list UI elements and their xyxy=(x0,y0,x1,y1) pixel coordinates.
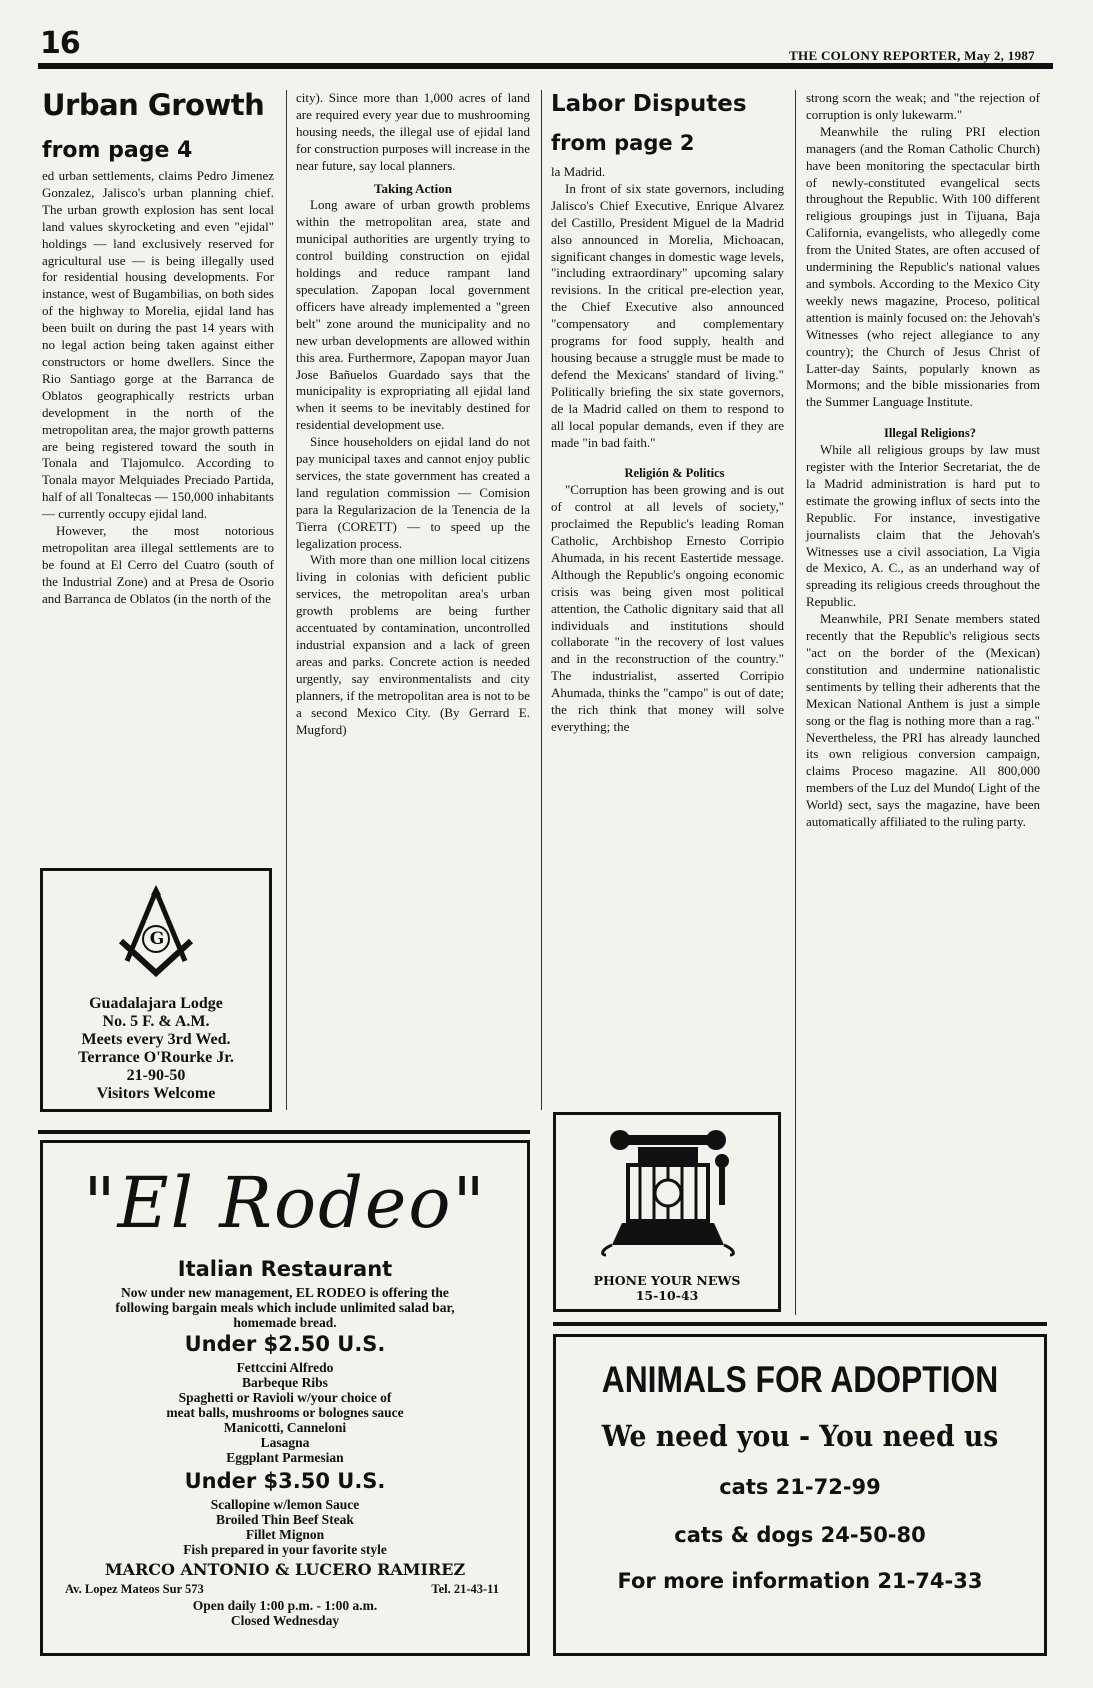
el-rodeo-logo: "El Rodeo" xyxy=(83,1162,487,1244)
masthead: THE COLONY REPORTER, May 2, 1987 xyxy=(789,48,1035,63)
column-rule xyxy=(286,90,287,1110)
rule-above-animals xyxy=(553,1322,1047,1326)
menu-item: Fish prepared in your favorite style xyxy=(183,1542,387,1557)
lodge-ad xyxy=(40,868,272,1112)
menu-item: Lasagna xyxy=(260,1435,310,1450)
urban-growth-jumpline: from page 4 xyxy=(42,138,193,163)
menu-item: Spaghetti or Ravioli w/your choice of xyxy=(178,1390,392,1405)
menu-item: Barbeque Ribs xyxy=(242,1375,328,1390)
lodge-welcome: Visitors Welcome xyxy=(96,1085,216,1102)
menu-item: Fettccini Alfredo xyxy=(236,1360,334,1375)
lodge-emblem-letter: G xyxy=(149,929,165,949)
urban-growth-column-1 xyxy=(42,88,274,608)
el-rodeo-address-row xyxy=(65,1582,499,1598)
lodge-contact: Terrance O'Rourke Jr. xyxy=(78,1049,234,1066)
el-rodeo-subtitle: Italian Restaurant xyxy=(177,1257,393,1281)
menu-item: Manicotti, Canneloni xyxy=(223,1420,347,1435)
phone-news-text xyxy=(556,1273,778,1303)
menu-item: Scallopine w/lemon Sauce xyxy=(210,1497,360,1512)
paragraph: With more than one million local citizens living in colonias with deficient public services, the metropolitan area's urban growth problems are being further accentuated by contamination, uncontrolled industrial expansion and a lack of green areas and parks. Concrete action is needed urgently, say environmentalists and city planners, if the metropolitan area is not to be a second Mexico City. (By Gerrard E. Mugford) xyxy=(296,552,530,737)
animals-cats-phone: cats 21-72-99 xyxy=(719,1475,881,1499)
el-rodeo-price-tier-2: Under $3.50 U.S. xyxy=(184,1469,386,1493)
animals-cats-dogs-phone: cats & dogs 24-50-80 xyxy=(674,1523,926,1547)
menu-item: Eggplant Parmesian xyxy=(226,1450,344,1465)
el-rodeo-closed: Closed Wednesday xyxy=(230,1613,340,1628)
animals-adoption-ad xyxy=(553,1334,1047,1656)
telephone-icon xyxy=(592,1123,742,1258)
column-rule xyxy=(795,90,796,1315)
religion-politics-subhead: Religión & Politics xyxy=(624,466,725,481)
paragraph: Meanwhile, PRI Senate members stated recently that the Republic's religious sects "act on the border of the (Mexican) constitution and undermine nationalistic sentiments by telling their adherents that the Mexican National Anthem is just a simple song or the flag is nothing more than a rag." Nevertheless, the PRI has already launched its own religious conversion campaign, claims Proceso magazine. All 800,000 members of the Luz del Mundo( Light of the World) sect, says the magazine, have been automatically affiliated to the ruling party. xyxy=(806,611,1040,830)
menu-item: Fillet Mignon xyxy=(245,1527,325,1542)
urban-growth-headline: Urban Growth xyxy=(42,88,265,122)
paragraph: However, the most notorious metropolitan area illegal settlements are to be found at El Cerro del Cuatro (south of the Industrial Zone) and at Presa de Osorio and Barranca de Oblatos (in the north of the xyxy=(42,523,274,606)
phone-news-ad xyxy=(553,1112,781,1312)
illegal-religions-subhead: Illegal Religions? xyxy=(883,426,977,441)
el-rodeo-ad xyxy=(40,1140,530,1656)
el-rodeo-menu-2 xyxy=(43,1497,527,1557)
el-rodeo-menu-1 xyxy=(43,1360,527,1465)
phone-news-number: 15-10-43 xyxy=(635,1288,699,1303)
paragraph: In front of six state governors, including Jalisco's Chief Executive, Enrique Alvarez del Castillo, President Miguel de la Madrid also announced in Morelia, Michoacan, significant changes in domestic wage levels, "including extraordinary" upcoming salary revisions. In the critical pre-election year, the Chief Executive also announced "compensatory and complementary programs for food supply, health and housing because a struggle must be made to defend the Mexicans' standard of living." Politically briefing the six state governors, de la Madrid called on them to respond to all local popular demands, even if they are made "in bad faith." xyxy=(551,180,784,450)
lodge-ad-text xyxy=(43,995,269,1103)
el-rodeo-price-tier-1: Under $2.50 U.S. xyxy=(184,1332,386,1356)
paragraph: While all religious groups by law must register with the Interior Secretariat, the de la Madrid administration is hard put to estimate the growing influx of sects into the Republic. For instance, investigative journalists claim that the Jehovah's Witnesses use a civil association, La Vigia de Mexico, A. C., as an underhand way of spreading its religious creeds throughout the Republic. xyxy=(806,442,1040,610)
page-number: 16 xyxy=(40,26,80,61)
paragraph: strong scorn the weak; and "the rejection of corruption is only lukewarm." xyxy=(806,90,1040,122)
labor-disputes-column-2 xyxy=(806,90,1040,831)
el-rodeo-owners: MARCO ANTONIO & LUCERO RAMIREZ xyxy=(104,1560,466,1579)
labor-disputes-jumpline: from page 2 xyxy=(551,131,695,155)
column-rule xyxy=(541,90,542,1110)
el-rodeo-hours: Open daily 1:00 p.m. - 1:00 a.m. xyxy=(192,1598,378,1613)
lodge-phone: 21-90-50 xyxy=(126,1067,186,1084)
rule-above-rodeo xyxy=(38,1130,530,1134)
animals-info-phone: For more information 21-74-33 xyxy=(617,1569,983,1593)
paragraph: city). Since more than 1,000 acres of land are required every year due to mushrooming housing needs, the illegal use of ejidal land for construction purposes will increase in the near future, say local planners. xyxy=(296,90,530,173)
paragraph: Long aware of urban growth problems within the metropolitan area, state and municipal authorities are urgently trying to control building construction on ejidal holdings and reduce rampant land speculation. Zapopan local government officers have already implemented a "green belt" zone around the municipality and no new urban developments are allowed within this area. Furthermore, Zapopan mayor Juan Jose Bañuelos Guardado says that the municipality is expropriating all ejidal land when it seems to be inevitably destined for residential development use. xyxy=(296,197,530,433)
top-rule xyxy=(38,63,1053,69)
paragraph: "Corruption has been growing and is out of control at all levels of society," proclaimed the Republic's leading Roman Catholic, Archbishop Ernesto Corripio Ahumada, in his recent Eastertide message. Although the Republic's ongoing economic crisis was being given most political attention, the Catholic dignitary said that all individuals and institutions should collaborate "in the recovery of lost values and in the reconstruction of the country." The industrialist, asserted Corripio Ahumada, thinks the "campo" is out of date; the rich think that money will solve everything; the xyxy=(551,482,784,734)
el-rodeo-address: Av. Lopez Mateos Sur 573 xyxy=(65,1582,204,1596)
labor-disputes-headline: Labor Disputes xyxy=(551,91,747,117)
lodge-number: No. 5 F. & A.M. xyxy=(102,1013,210,1030)
phone-news-label: PHONE YOUR NEWS xyxy=(593,1273,741,1288)
lodge-meeting: Meets every 3rd Wed. xyxy=(81,1031,231,1048)
el-rodeo-intro: Now under new management, EL RODEO is offering the following bargain meals which include unlimited salad bar, homemade bread. xyxy=(115,1285,455,1330)
animals-tagline: We need you - You need us xyxy=(601,1419,999,1453)
lodge-name: Guadalajara Lodge xyxy=(89,995,223,1012)
menu-item: Broiled Thin Beef Steak xyxy=(216,1512,354,1527)
paragraph: la Madrid. xyxy=(551,164,606,179)
el-rodeo-phone: Tel. 21-43-11 xyxy=(431,1582,499,1596)
urban-growth-column-2 xyxy=(296,90,530,738)
menu-item: meat balls, mushrooms or bolognes sauce xyxy=(166,1405,404,1420)
labor-disputes-column-1 xyxy=(551,88,784,736)
animals-title: ANIMALS FOR ADOPTION xyxy=(601,1359,999,1400)
urban-growth-subhead: Taking Action xyxy=(374,180,452,196)
paragraph: ed urban settlements, claims Pedro Jimenez Gonzalez, Jalisco's urban planning chief. The urban growth explosion has sent local land values skyrocketing and even "ejidal" holdings — land exclusively reserved for agricultural use — is being illegally used for residential housing developments. For instance, west of Bugambilias, on both sides of the highway to Morelia, ejidal land has been built on during the past 14 years with no legal action being taken against either constructors or home dwellers. Since the Rio Santiago gorge at the Barranca de Oblatos geographically restricts urban development in the north of the metropolitan area, the major growth patterns are being registered toward the south in Tonala and Tlajomulco. According to Tonala mayor Melquiades Preciado Partida, half of all Tonaltecas — 150,000 inhabitants — currently occupy ejidal land. xyxy=(42,168,274,522)
paragraph: Meanwhile the ruling PRI election managers (and the Roman Catholic Church) have been monitoring the spectacular birth of newly-constituted evangelical sects throughout the Republic. With 100 different religious groupings just in Tijuana, Baja California, evangelists, who allegedly come from the United States, are often accused of undermining the Republic's national values and symbols. According to the Mexico City weekly news magazine, Proceso, political attention is mainly focused on: the Jehovah's Witnesses (who reject allegiance to any country); the Church of Jesus Christ of Latter-day Saints, popularly known as Mormons; and the bible missionaries from the Summer Language Institute. xyxy=(806,123,1040,410)
paragraph: Since householders on ejidal land do not pay municipal taxes and cannot enjoy public services, the state government has created a land regulation commission — Comision para la Regularizacion de la Tenencia de la Tierra (CORETT) — to speed up the legalization process. xyxy=(296,434,530,551)
